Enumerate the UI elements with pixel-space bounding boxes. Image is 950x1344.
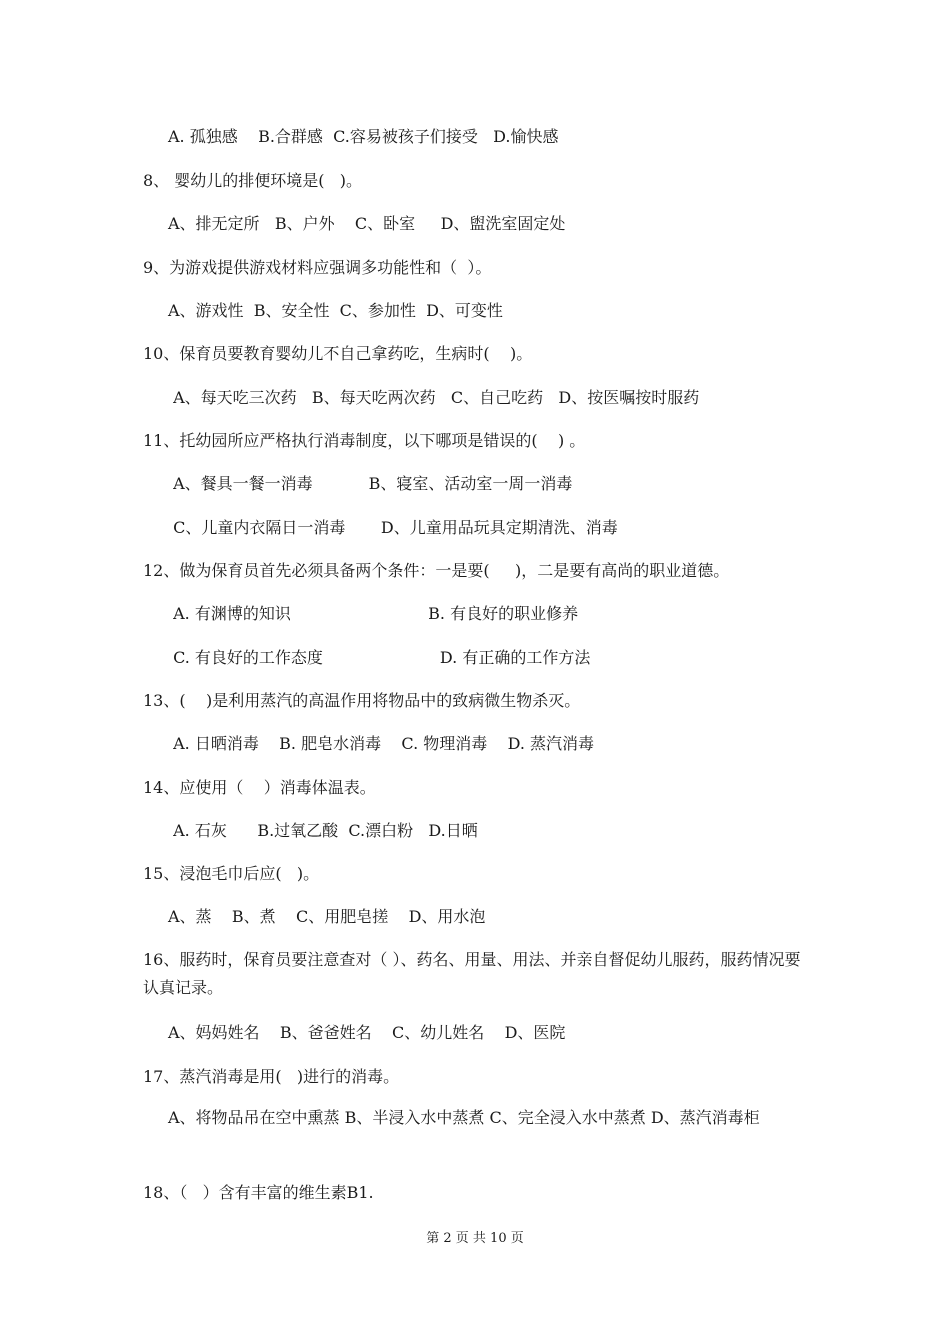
- question-17: 17、蒸汽消毒是用( )进行的消毒。: [143, 1067, 400, 1086]
- q9-options: A、游戏性 B、安全性 C、参加性 D、可变性: [168, 301, 503, 320]
- q11-options-2: C、儿童内衣隔日一消毒 D、儿童用品玩具定期清洗、消毒: [168, 518, 618, 537]
- q13-options: A. 日晒消毒 B. 肥皂水消毒 C. 物理消毒 D. 蒸汽消毒: [168, 734, 595, 753]
- question-11: 11、托幼园所应严格执行消毒制度，以下哪项是错误的( ) 。: [143, 431, 586, 450]
- question-9: 9、为游戏提供游戏材料应强调多功能性和（ ）。: [143, 258, 492, 277]
- q11-options-1: A、餐具一餐一消毒 B、寝室、活动室一周一消毒: [168, 474, 573, 493]
- question-14: 14、应使用（ ）消毒体温表。: [143, 778, 376, 797]
- question-8: 8、 婴幼儿的排便环境是( )。: [143, 171, 363, 190]
- question-18: 18、（ ）含有丰富的维生素B1.: [143, 1183, 374, 1202]
- q12-options-2: C. 有良好的工作态度 D. 有正确的工作方法: [168, 648, 591, 667]
- q10-options: A、每天吃三次药 B、每天吃两次药 C、自己吃药 D、按医嘱按时服药: [168, 388, 700, 407]
- q15-options: A、蒸 B、煮 C、用肥皂搓 D、用水泡: [168, 907, 486, 926]
- question-10: 10、保育员要教育婴幼儿不自己拿药吃，生病时( )。: [143, 344, 533, 363]
- question-12: 12、做为保育员首先必须具备两个条件：一是要( )，二是要有高尚的职业道德。: [143, 561, 730, 580]
- q14-options: A. 石灰 B.过氧乙酸 C.漂白粉 D.日晒: [168, 821, 478, 840]
- question-13: 13、( )是利用蒸汽的高温作用将物品中的致病微生物杀灭。: [143, 691, 581, 710]
- question-16: 16、服药时，保育员要注意查对（ ）、药名、用量、用法、并亲自督促幼儿服药，服药情况要认真记录。: [143, 950, 801, 997]
- q8-options: A、排无定所 B、户外 C、卧室 D、盥洗室固定处: [168, 214, 566, 233]
- q7-options: A. 孤独感 B.合群感 C.容易被孩子们接受 D.愉快感: [168, 127, 559, 146]
- page-footer: 第 2 页 共 10 页: [426, 1231, 524, 1246]
- q12-options-1: A. 有渊博的知识 B. 有良好的职业修养: [168, 604, 579, 623]
- question-15: 15、浸泡毛巾后应( )。: [143, 864, 320, 883]
- q16-options: A、妈妈姓名 B、爸爸姓名 C、幼儿姓名 D、医院: [168, 1023, 566, 1042]
- q17-options: A、将物品吊在空中熏蒸 B、半浸入水中蒸煮 C、完全浸入水中蒸煮 D、蒸汽消毒柜: [168, 1108, 760, 1127]
